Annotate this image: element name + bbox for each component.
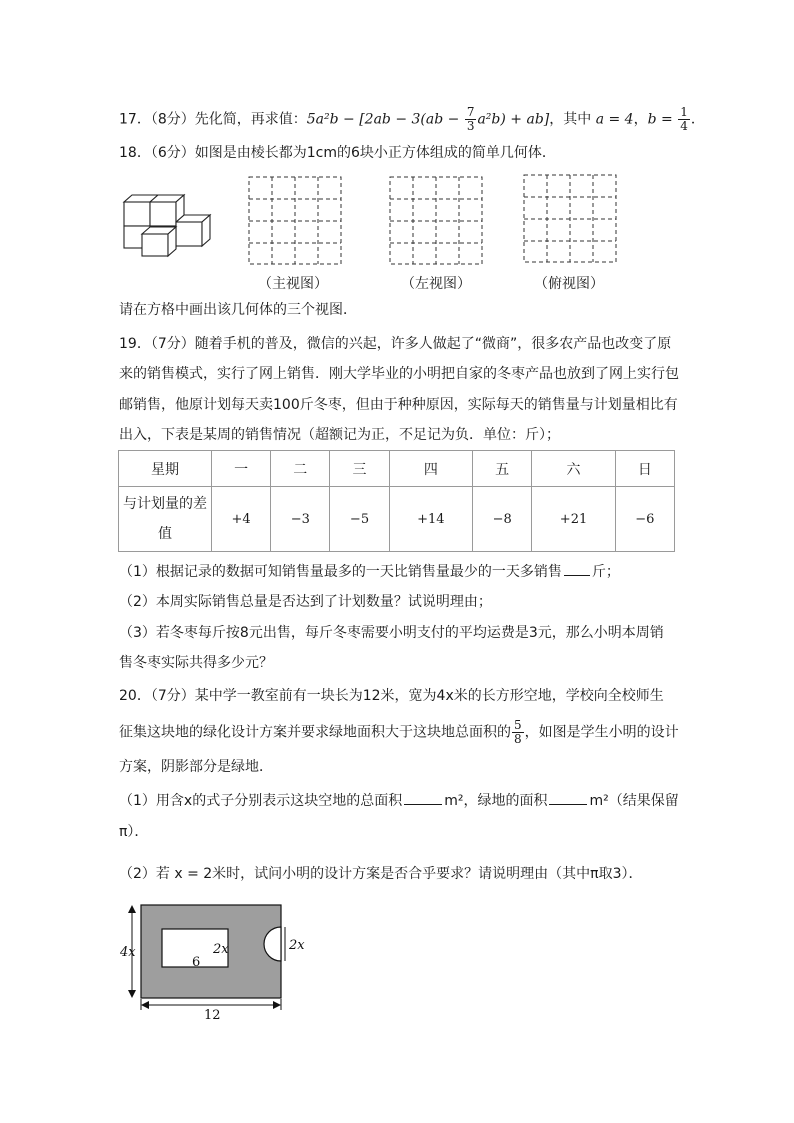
top-view-grid[interactable]: [523, 174, 618, 264]
table-value: +4: [212, 487, 271, 552]
caption-top-view: （俯视图）: [534, 276, 604, 292]
q20-line-2: [119, 719, 679, 746]
q20-sub-2: （2）若 x = 2米时，试问小明的设计方案是否合乎要求？请说明理由（其中π取3）．: [119, 866, 643, 882]
q17-sep: ，其中: [549, 111, 596, 128]
q20-sub-1-cont: π）．: [119, 824, 149, 840]
row-label-line-2: 值: [158, 526, 172, 542]
caption-left-view: （左视图）: [401, 276, 471, 292]
q20-line-1: 20．（7分）某中学一教室前有一块长为12米，宽为4x米的长方形空地，学校向全校师生: [119, 688, 664, 704]
q19-sub1-unit: 斤；: [591, 564, 620, 580]
q17-end: ．: [690, 111, 705, 128]
q17-cond-a: a = 4: [595, 111, 634, 128]
label-height: 4x: [120, 945, 136, 960]
q20-sub-1: [119, 790, 679, 811]
q19-line-1: 19．（7分）随着手机的普及，微信的兴起，许多人做起了“微商”，很多农产品也改变了原: [119, 336, 672, 352]
caption-front-view: （主视图）: [258, 276, 328, 292]
table-value: −3: [271, 487, 330, 552]
q17-frac-num: 7: [466, 105, 475, 119]
table-day: 三: [330, 451, 389, 487]
q20-sub1-text: （1）用含x的式子分别表示这块空地的总面积: [119, 793, 403, 809]
q17-b-den: 4: [680, 119, 688, 133]
q19-sub-3-line-2: 售冬枣实际共得多少元？: [119, 655, 273, 671]
q17-b-num: 1: [680, 105, 688, 119]
label-inner-height: 2x: [213, 942, 229, 957]
q20-fraction: [512, 719, 524, 746]
q19-line-4: 出入，下表是某周的销售情况（超额记为正，不足记为负．单位：斤）；: [119, 427, 560, 443]
answer-blank[interactable]: [564, 561, 590, 576]
table-day: 四: [389, 451, 472, 487]
q17-frac-den: 3: [466, 119, 475, 133]
table-header-label: 星期: [119, 451, 212, 487]
answer-blank-green-area[interactable]: [549, 790, 587, 805]
q17-comma: ，: [633, 111, 648, 128]
left-view-grid[interactable]: [389, 176, 484, 266]
table-value: −6: [615, 487, 674, 552]
q19-sub-3-line-1: （3）若冬枣每斤按8元出售，每斤冬枣需要小明支付的平均运费是3元，那么小明本周销: [119, 625, 664, 641]
table-value: −8: [473, 487, 532, 552]
q17-prefix: 17．（8分）先化简，再求值：: [119, 111, 307, 128]
table-day: 二: [271, 451, 330, 487]
table-day: 一: [212, 451, 271, 487]
row-label-line-1: 与计划量的差: [123, 496, 207, 512]
table-day: 五: [473, 451, 532, 487]
sales-table: [118, 450, 675, 552]
table-day: 六: [532, 451, 615, 487]
q20-line-3: 方案，阴影部分是绿地．: [119, 759, 273, 775]
table-row-label: [119, 487, 212, 552]
q19-line-3: 邮销售，他原计划每天卖100斤冬枣，但由于种种原因，实际每天的销售量与计划量相比有: [119, 397, 678, 413]
q20-sub1-end: m²（结果保留: [589, 793, 679, 809]
q20-frac-den: 8: [514, 732, 522, 746]
question-17: [119, 105, 705, 133]
table-value: +21: [532, 487, 615, 552]
q19-sub-1: [119, 561, 679, 582]
cube-figure: [118, 186, 218, 258]
table-value: +14: [389, 487, 472, 552]
q17-expr-a: 5a²b − [2ab − 3(ab −: [306, 111, 464, 128]
q19-sub-2: （2）本周实际销售总量是否达到了计划数量？试说明理由；: [119, 594, 492, 610]
q17-fraction: [465, 106, 477, 133]
q17-expr-b: a²b) + ab]: [477, 111, 550, 128]
q19-line-2: 来的销售模式，实行了网上销售．刚大学毕业的小明把自家的冬枣产品也放到了网上实行包: [119, 366, 679, 382]
table-header-row: [119, 451, 675, 487]
q19-sub1-text: （1）根据记录的数据可知销售量最多的一天比销售量最少的一天多销售: [119, 564, 562, 580]
question-18: 18．（6分）如图是由棱长都为1cm的6块小正方体组成的简单几何体．: [119, 145, 556, 161]
garden-diagram: [118, 897, 318, 1022]
label-inner-width: 6: [192, 955, 201, 970]
q20-sub1-unit: m²，绿地的面积: [444, 793, 548, 809]
q17-cond-b: b =: [647, 111, 678, 128]
q20-frac-num: 5: [514, 718, 522, 732]
q17-b-fraction: [678, 106, 690, 133]
q18-instruction: 请在方格中画出该几何体的三个视图．: [119, 302, 357, 318]
front-view-grid[interactable]: [248, 176, 343, 266]
q20-line2-a: 征集这块地的绿化设计方案并要求绿地面积大于这块地总面积的: [119, 724, 511, 741]
label-width: 12: [204, 1008, 221, 1022]
label-semicircle: 2x: [289, 938, 305, 953]
table-value-row: [119, 487, 675, 552]
q20-line2-b: ，如图是学生小明的设计: [524, 724, 679, 741]
table-value: −5: [330, 487, 389, 552]
table-day: 日: [615, 451, 674, 487]
answer-blank-total-area[interactable]: [404, 790, 442, 805]
